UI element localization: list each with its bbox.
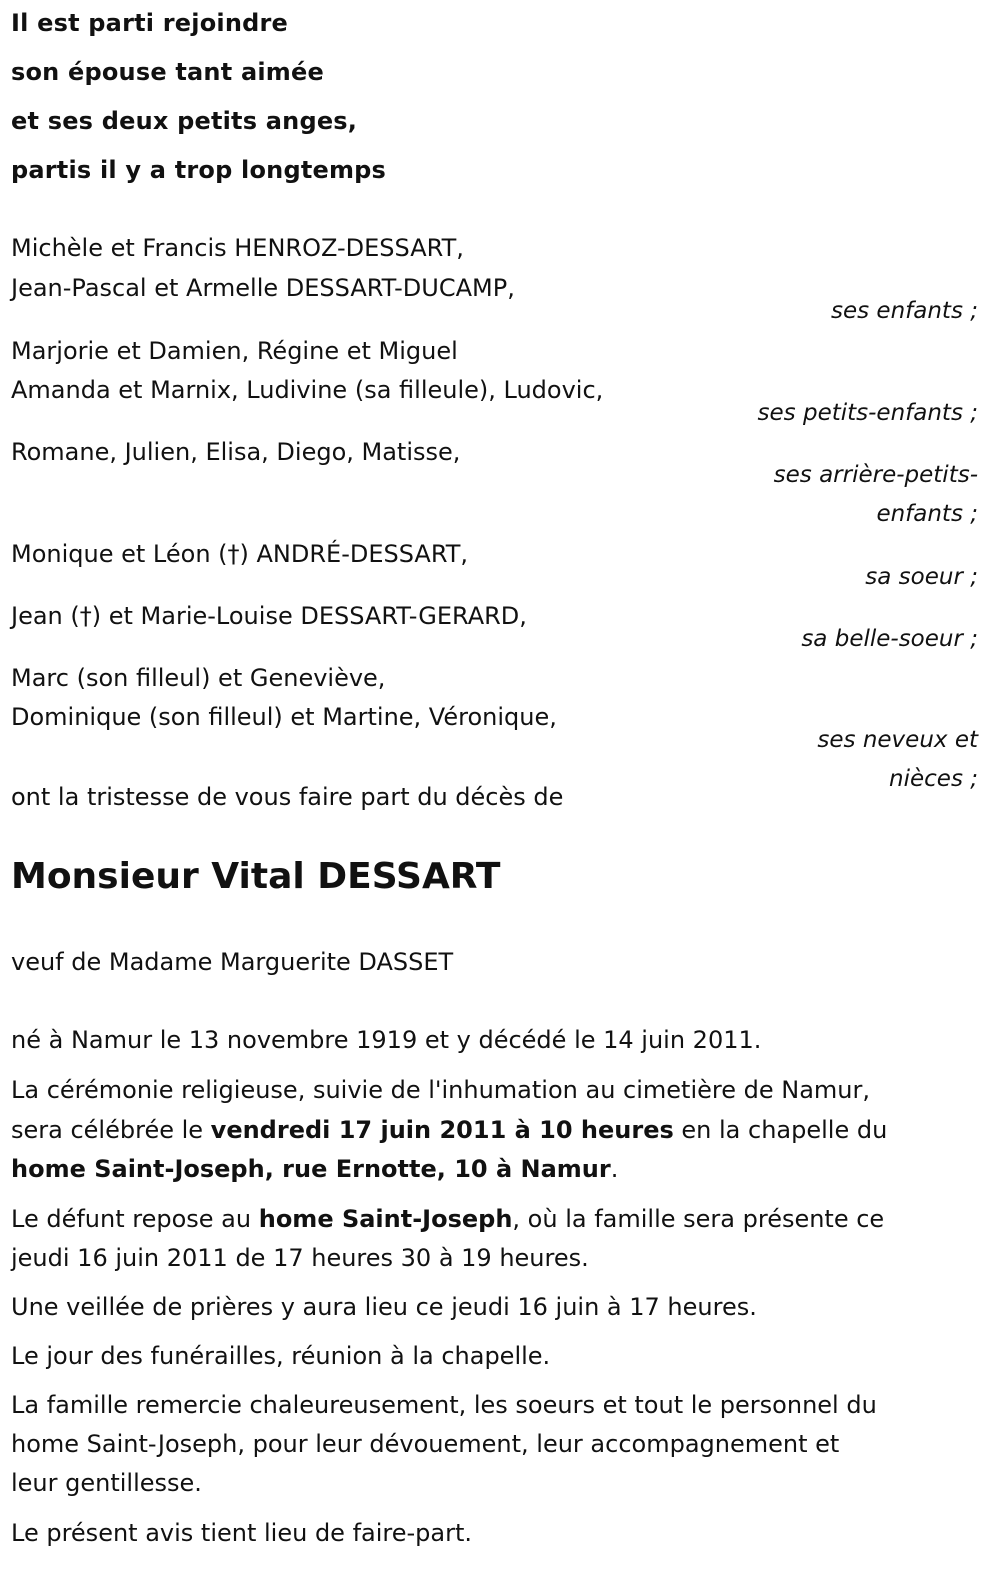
intro-line-4: partis il y a trop longtemps — [11, 156, 387, 184]
sister-role: sa soeur ; — [865, 564, 978, 590]
ceremony-line-2: sera célébrée le vendredi 17 juin 2011 à 10 heures en la chapelle du — [11, 1116, 888, 1144]
great-grandchildren-line: Romane, Julien, Elisa, Diego, Matisse, — [11, 438, 461, 466]
great-grandchildren-role-2: enfants ; — [876, 501, 978, 527]
children-line-1: Michèle et Francis HENROZ-DESSART, — [11, 234, 464, 262]
nephews-role-2: nièces ; — [889, 766, 978, 792]
repose-line-1: Le défunt repose au home Saint-Joseph, où la famille sera présente ce — [11, 1205, 885, 1233]
nephews-line-1: Marc (son filleul) et Geneviève, — [11, 664, 386, 692]
ceremony-line-1: La cérémonie religieuse, suivie de l'inhumation au cimetière de Namur, — [11, 1076, 870, 1104]
grandchildren-line-1: Marjorie et Damien, Régine et Miguel — [11, 337, 458, 365]
vigil-text: Une veillée de prières y aura lieu ce jeudi 16 juin à 17 heures. — [11, 1293, 757, 1321]
grandchildren-line-2: Amanda et Marnix, Ludivine (sa filleule), Ludovic, — [11, 376, 604, 404]
sister-line: Monique et Léon (†) ANDRÉ-DESSART, — [11, 540, 469, 568]
children-role: ses enfants ; — [831, 298, 978, 324]
funeral-day-text: Le jour des funérailles, réunion à la chapelle. — [11, 1342, 551, 1370]
thanks-line-2: home Saint-Joseph, pour leur dévouement, leur accompagnement et — [11, 1430, 840, 1458]
thanks-line-1: La famille remercie chaleureusement, les soeurs et tout le personnel du — [11, 1391, 877, 1419]
widower-of: veuf de Madame Marguerite DASSET — [11, 948, 454, 976]
repose-line-2: jeudi 16 juin 2011 de 17 heures 30 à 19 heures. — [11, 1244, 589, 1272]
closing-text: Le présent avis tient lieu de faire-part. — [11, 1519, 473, 1547]
intro-line-2: son épouse tant aimée — [11, 58, 324, 86]
announcement-text: ont la tristesse de vous faire part du décès de — [11, 783, 564, 811]
nephews-line-2: Dominique (son filleul) et Martine, Véronique, — [11, 703, 557, 731]
children-line-2: Jean-Pascal et Armelle DESSART-DUCAMP, — [11, 274, 515, 302]
grandchildren-role: ses petits-enfants ; — [757, 400, 978, 426]
great-grandchildren-role-1: ses arrière-petits- — [773, 462, 978, 488]
sister-in-law-role: sa belle-soeur ; — [801, 626, 978, 652]
thanks-line-3: leur gentillesse. — [11, 1469, 202, 1497]
intro-line-3: et ses deux petits anges, — [11, 107, 358, 135]
sister-in-law-line: Jean (†) et Marie-Louise DESSART-GERARD, — [11, 602, 527, 630]
birth-death-dates: né à Namur le 13 novembre 1919 et y décédé le 14 juin 2011. — [11, 1026, 762, 1054]
intro-line-1: Il est parti rejoindre — [11, 9, 289, 37]
deceased-name: Monsieur Vital DESSART — [11, 856, 501, 897]
ceremony-line-3: home Saint-Joseph, rue Ernotte, 10 à Namur. — [11, 1155, 619, 1183]
nephews-role-1: ses neveux et — [817, 727, 978, 753]
